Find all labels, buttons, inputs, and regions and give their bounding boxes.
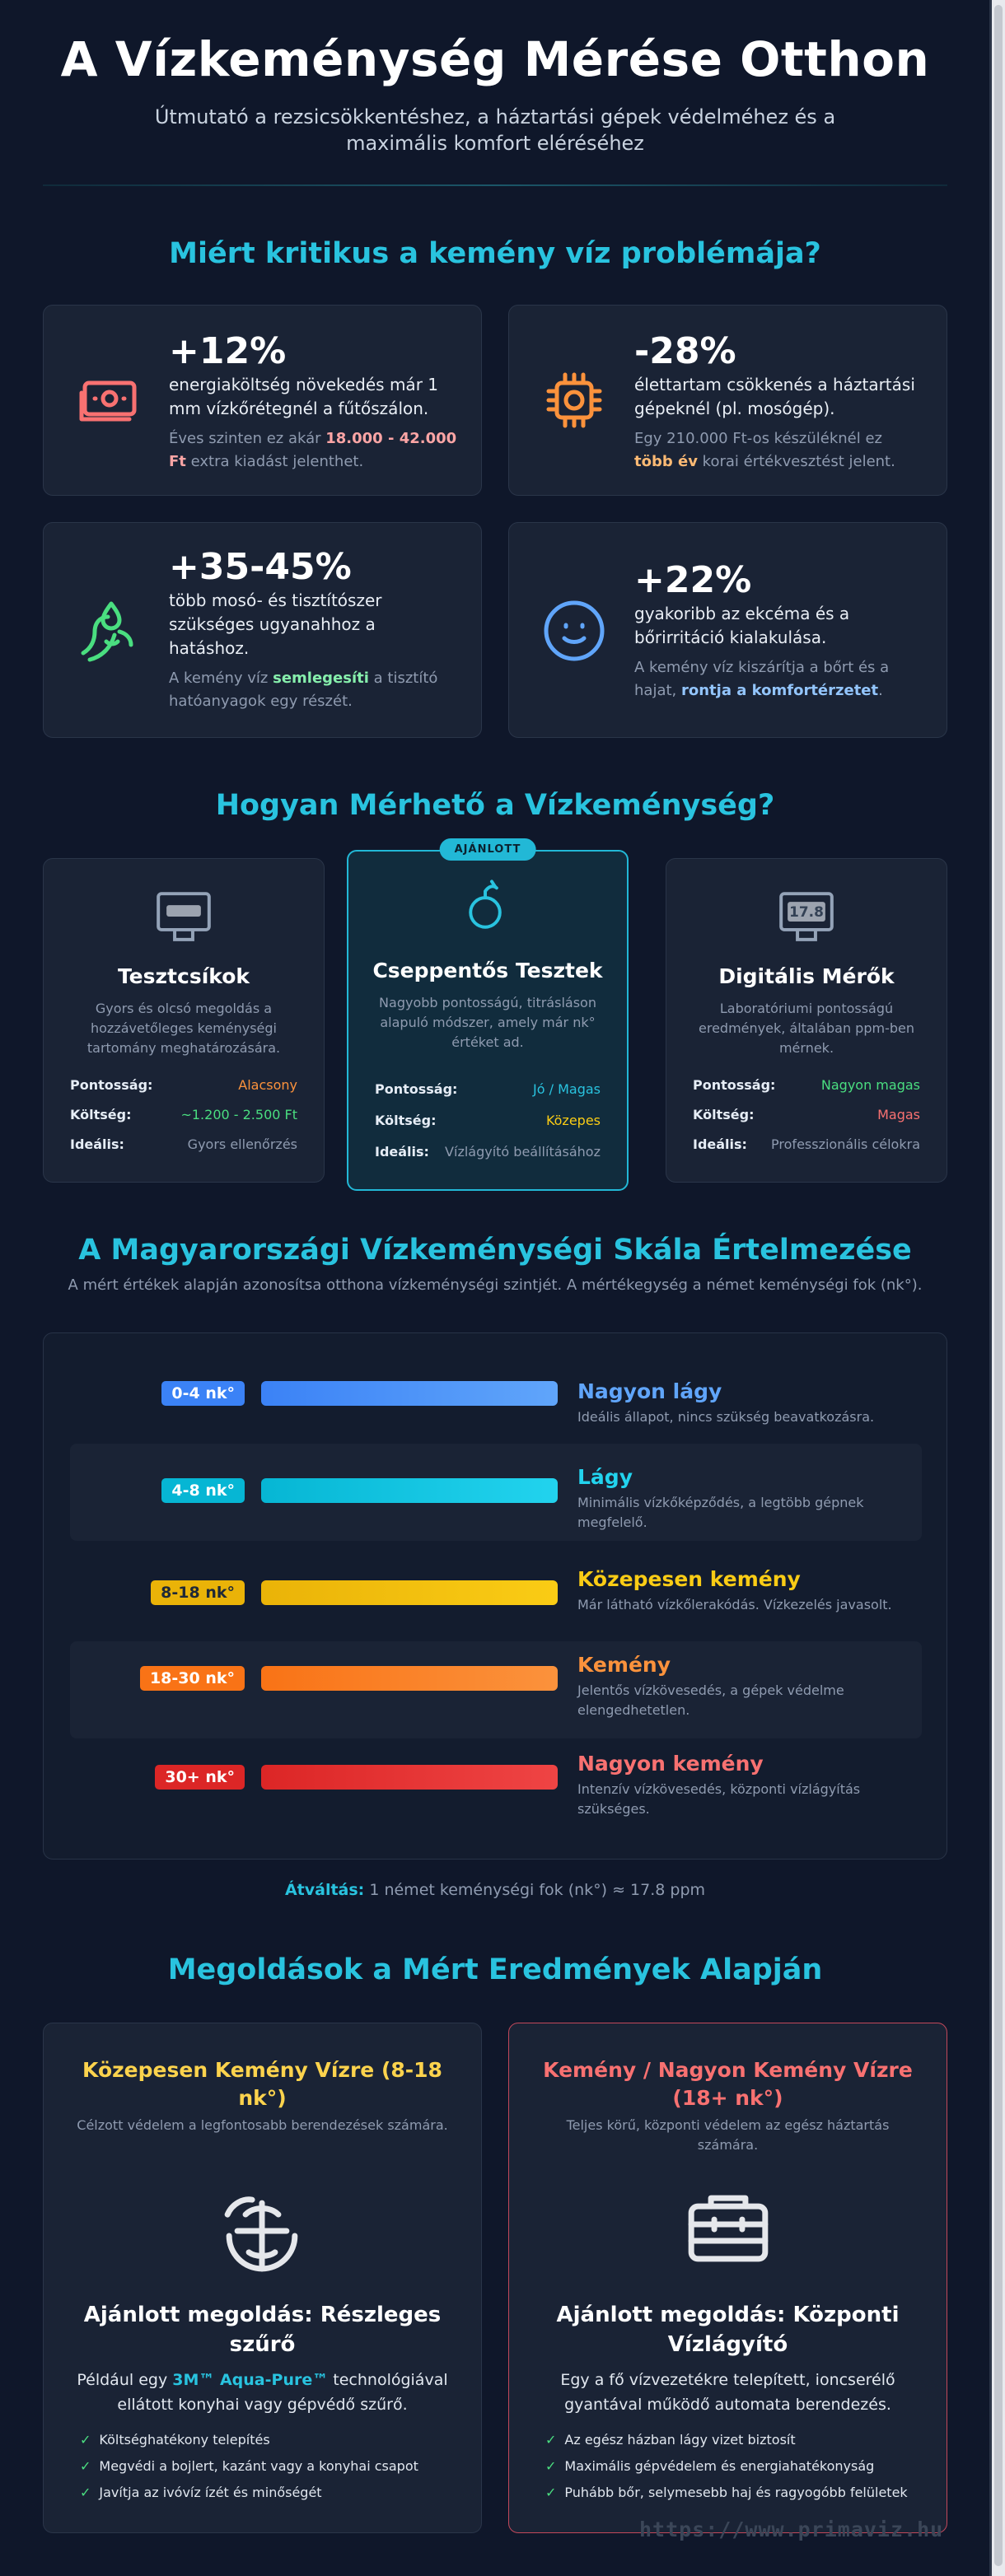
stat-card-skin [508, 522, 947, 738]
why-section-title: Miért kritikus a kemény víz problémája? [169, 237, 821, 270]
range-pill: 30+ nk° [155, 1765, 245, 1790]
method-cost-row: Költség: ~1.200 - 2.500 Ft [70, 1104, 297, 1126]
level-name: Lágy [577, 1465, 633, 1489]
level-name: Nagyon lágy [577, 1379, 722, 1403]
how-section-title: Hogyan Mérhető a Vízkeménység? [215, 789, 775, 822]
method-accuracy-row: Pontosság: Alacsony [70, 1075, 297, 1096]
scale-note: A mért értékek alapján azonosítsa otthona vízkeménységi szintjét. A mértékegység a német keménységi fok (nk°). [68, 1276, 923, 1294]
solutions-section-title: Megoldások a Mért Eredmények Alapján [167, 1953, 823, 1986]
range-pill: 0-4 nk° [161, 1381, 245, 1406]
digital-meter-icon [666, 889, 947, 951]
smile-icon [539, 595, 610, 666]
check-icon: ✓ [80, 2458, 91, 2474]
recommendation-title: Ajánlott megoldás: Részleges szűrő [83, 2303, 442, 2357]
stat-value: +22% [634, 559, 752, 601]
scale-level [70, 1641, 922, 1738]
stat-value: +35-45% [169, 546, 352, 588]
stat-note: A kemény víz semlegesíti a tisztító hatóanyagok egy részét. [169, 670, 438, 710]
stat-card-detergent [43, 522, 482, 738]
recommendation-description: Például egy 3M™ Aqua-Pure™ technológiával ellátott konyhai vagy gépvédő szűrő. [77, 2371, 448, 2414]
recommended-badge: AJÁNLOTT [440, 838, 536, 861]
ideal-value: Professzionális célokra [771, 1136, 920, 1152]
drop-test-icon [348, 876, 627, 939]
method-description: Gyors és olcsó megoldás a hozzávetőleges keménységi tartomány meghatározására. [86, 1001, 281, 1056]
level-description: Már látható vízkőlerakódás. Vízkezelés javasolt. [577, 1597, 892, 1612]
recommendation-description: Egy a fő vízvezetékre telepített, ioncserélő gyantával működő automata berendezés. [560, 2371, 895, 2414]
method-description: Nagyobb pontosságú, titrásláson alapuló módszer, amely már nk° értéket ad. [379, 995, 596, 1050]
method-description: Laboratóriumi pontosságú eredmények, általában ppm-ben mérnek. [699, 1001, 914, 1056]
scale-level [70, 1444, 922, 1541]
recommendation-title: Ajánlott megoldás: Központi Vízlágyító [556, 2303, 900, 2357]
range-bar [261, 1580, 558, 1605]
method-cost-row: Költség: Közepes [375, 1110, 601, 1132]
solution-card-medium [43, 2023, 482, 2533]
level-name: Kemény [577, 1653, 671, 1677]
accuracy-value: Jó / Magas [533, 1081, 601, 1097]
method-ideal-row: Ideális: Gyors ellenőrzés [70, 1134, 297, 1155]
ideal-value: Vízlágyító beállításához [445, 1144, 601, 1160]
conversion-note: Átváltás: 1 német keménységi fok (nk°) ≈ 17.8 ppm [284, 1881, 706, 1899]
level-description: Intenzív vízkövesedés, központi vízlágyítás szükséges. [577, 1781, 861, 1817]
vertical-scrollbar[interactable] [992, 0, 1005, 2576]
level-name: Közepesen kemény [577, 1567, 801, 1591]
solution-subtitle: Célzott védelem a legfontosabb berendezések számára. [77, 2117, 448, 2133]
method-ideal-row: Ideális: Professzionális célokra [693, 1134, 920, 1155]
range-bar [261, 1478, 558, 1503]
method-accuracy-row: Pontosság: Jó / Magas [375, 1079, 601, 1100]
check-icon: ✓ [545, 2432, 557, 2448]
cost-value: Közepes [545, 1113, 601, 1128]
method-name: Digitális Mérők [718, 964, 895, 988]
header-divider [43, 184, 947, 186]
accuracy-value: Nagyon magas [820, 1077, 920, 1093]
benefit-list [80, 2427, 465, 2506]
method-cost-row: Költség: Magas [693, 1104, 920, 1126]
method-card-drops [347, 843, 629, 1191]
filter-icon [44, 2182, 481, 2280]
solution-card-hard [508, 2023, 947, 2533]
stat-text: energiaköltség növekedés már 1 mm vízkőrétegnél a fűtőszálon. [169, 375, 438, 418]
method-name: Tesztcsíkok [117, 964, 250, 988]
page-subtitle: Útmutató a rezsicsökkentéshez, a háztartási gépek védelméhez és a maximális komfort eléréséhez [154, 105, 836, 155]
method-accuracy-row: Pontosság: Nagyon magas [693, 1075, 920, 1096]
level-name: Nagyon kemény [577, 1752, 764, 1776]
test-strip-icon [44, 889, 324, 951]
stat-card-lifetime [508, 305, 947, 496]
list-item: ✓ Megvédi a bojlert, kazánt vagy a konyhai csapot [80, 2458, 418, 2474]
method-card-digital [666, 858, 947, 1183]
stat-value: -28% [634, 330, 736, 372]
method-ideal-row: Ideális: Vízlágyító beállításához [375, 1141, 601, 1163]
hand-drop-icon [73, 594, 144, 665]
central-softener-icon [509, 2182, 947, 2280]
method-name: Cseppentős Tesztek [372, 959, 603, 982]
method-card-strips [43, 858, 325, 1183]
stat-text: több mosó- és tisztítószer szükséges ugyanahhoz a hatáshoz. [169, 590, 382, 658]
check-icon: ✓ [545, 2458, 557, 2474]
accuracy-value: Alacsony [238, 1077, 297, 1093]
ideal-value: Gyors ellenőrzés [187, 1136, 297, 1152]
range-bar [261, 1381, 558, 1406]
stat-note: Egy 210.000 Ft-os készüléknél ez több év korai értékvesztést jelent. [634, 430, 895, 470]
level-description: Minimális vízkőképződés, a legtöbb gépnek megfelelő. [577, 1495, 864, 1530]
scrollbar-thumb[interactable] [994, 5, 1003, 2566]
check-icon: ✓ [80, 2485, 91, 2500]
solution-subtitle: Teljes körű, központi védelem az egész háztartás számára. [566, 2117, 890, 2153]
svg-text:17.8: 17.8 [789, 903, 824, 921]
page-title: A Vízkeménység Mérése Otthon [60, 31, 930, 87]
list-item: ✓ Az egész házban lágy vizet biztosít [545, 2432, 796, 2448]
solution-title: Kemény / Nagyon Kemény Vízre (18+ nk°) [543, 2058, 913, 2110]
list-item: ✓ Költséghatékony telepítés [80, 2432, 270, 2448]
stat-note: Éves szinten ez akár 18.000 - 42.000 Ft extra kiadást jelenthet. [169, 430, 457, 470]
list-item: ✓ Puhább bőr, selymesebb haj és ragyogóbb felületek [545, 2485, 908, 2500]
watermark: https://www.primaviz.hu [639, 2518, 944, 2541]
hardness-scale [43, 1332, 947, 1860]
scale-section-title: A Magyarországi Vízkeménységi Skála Értelmezése [78, 1234, 912, 1267]
range-pill: 4-8 nk° [161, 1478, 245, 1503]
stat-text: gyakoribb az ekcéma és a bőrirritáció kialakulása. [634, 604, 850, 647]
benefit-list [545, 2427, 930, 2506]
range-pill: 18-30 nk° [140, 1666, 245, 1691]
range-bar [261, 1765, 558, 1790]
range-pill: 8-18 nk° [151, 1580, 245, 1605]
scale-level [70, 1345, 922, 1442]
cost-value: ~1.200 - 2.500 Ft [180, 1107, 297, 1122]
stat-note: A kemény víz kiszárítja a bőrt és a hajat, rontja a komfortérzetet. [634, 659, 890, 699]
range-bar [261, 1666, 558, 1691]
list-item: ✓ Maximális gépvédelem és energiahatékonyság [545, 2458, 875, 2474]
list-item: ✓ Javítja az ivóvíz ízét és minőségét [80, 2485, 322, 2500]
check-icon: ✓ [545, 2485, 557, 2500]
scale-level [70, 1542, 922, 1640]
stat-text: élettartam csökkenés a háztartási gépeknél (pl. mosógép). [634, 375, 915, 418]
level-description: Ideális állapot, nincs szükség beavatkozásra. [577, 1409, 875, 1425]
check-icon: ✓ [80, 2432, 91, 2448]
chip-icon [539, 365, 610, 436]
stat-card-energy [43, 305, 482, 496]
scale-level [70, 1740, 922, 1837]
cost-value: Magas [877, 1107, 920, 1122]
money-icon [73, 365, 144, 436]
solution-title: Közepesen Kemény Vízre (8-18 nk°) [82, 2058, 442, 2110]
stat-value: +12% [169, 330, 287, 372]
level-description: Jelentős vízkövesedés, a gépek védelme elengedhetetlen. [577, 1682, 844, 1718]
